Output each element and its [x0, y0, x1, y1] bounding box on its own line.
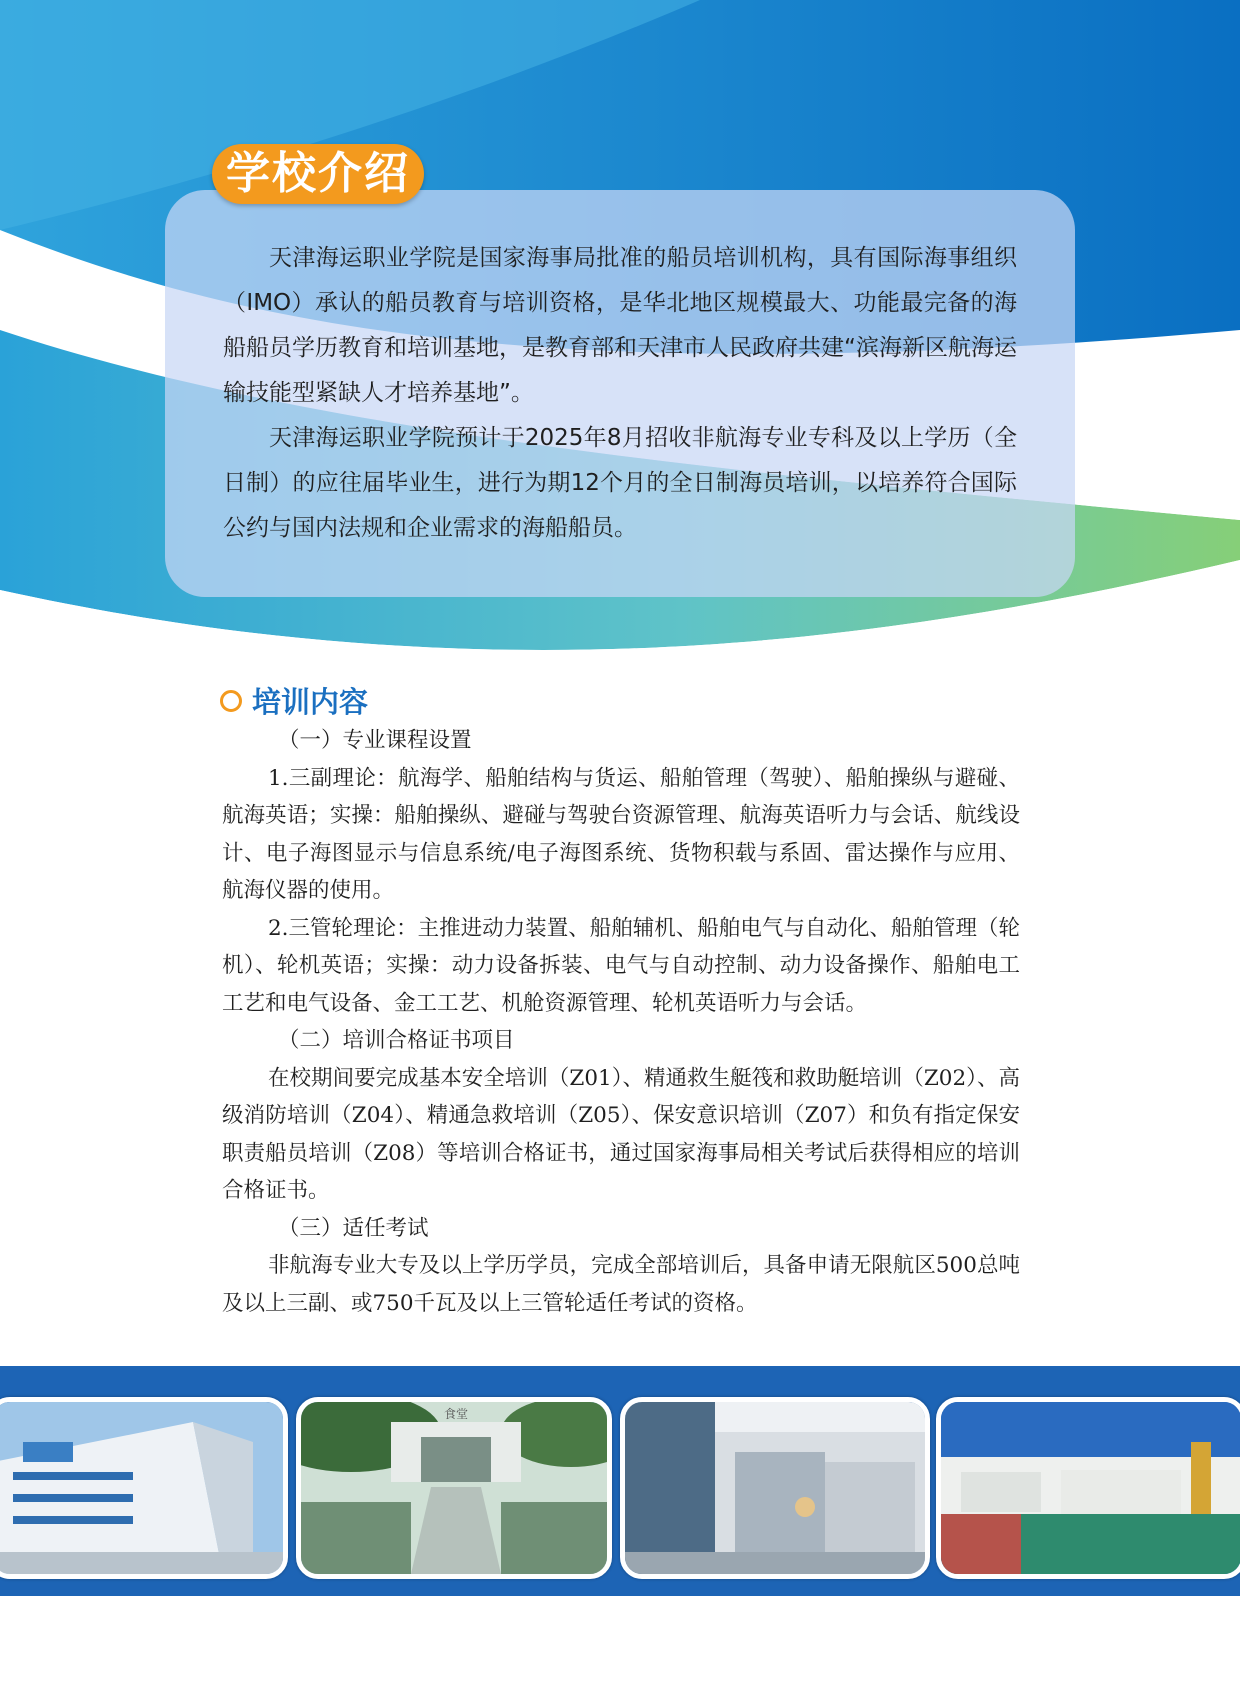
intro-section-tag: 学校介绍 — [212, 144, 424, 204]
paragraph-third-officer: 1.三副理论：航海学、船舶结构与货运、船舶管理（驾驶）、船舶操纵与避碰、航海英语；实操：船舶操纵、避碰与驾驶台资源管理、航海英语听力与会话、航线设计、电子海图显示与信息系统/电子海图系统、货物积载与系固、雷达操作与应用、航海仪器的使用。 — [222, 765, 1020, 903]
photo-sports-field — [936, 1397, 1240, 1579]
training-section-title: 培训内容 — [252, 685, 369, 719]
subheading-certificates: （二）培训合格证书项目 — [278, 1028, 515, 1053]
intro-paragraph: 天津海运职业学院预计于2025年8月招收非航海专业专科及以上学历（全日制）的应往届毕业生，进行为期12个月的全日制海员培训，以培养符合国际公约与国内法规和企业需求的海船船员。 — [223, 425, 1017, 541]
intro-text-box — [165, 190, 1075, 597]
photo-engine-room — [620, 1397, 930, 1579]
subheading-courses: （一）专业课程设置 — [278, 728, 472, 753]
intro-paragraph: 天津海运职业学院是国家海事局批准的船员培训机构，具有国际海事组织（IMO）承认的船员教育与培训资格，是华北地区规模最大、功能最完备的海船船员学历教育和培训基地，是教育部和天津市人民政府共建“滨海新区航海运输技能型紧缺人才培养基地”。 — [223, 245, 1017, 406]
subheading-exam: （三）适任考试 — [278, 1215, 429, 1241]
training-content — [222, 722, 1020, 1322]
photo-campus-gate — [296, 1397, 612, 1579]
gate-sign-text: 食堂 — [443, 1407, 469, 1421]
paragraph-third-engineer: 2.三管轮理论：主推进动力装置、船舶辅机、船舶电气与自动化、船舶管理（轮机）、轮机英语；实操：动力设备拆装、电气与自动控制、动力设备操作、船舶电工工艺和电气设备、金工工艺、机舱资源管理、轮机英语听力与会话。 — [222, 915, 1020, 1016]
training-section-header — [220, 680, 368, 721]
paragraph-exam: 非航海专业大专及以上学历学员，完成全部培训后，具备申请无限航区500总吨及以上三副、或750千瓦及以上三管轮适任考试的资格。 — [222, 1253, 1020, 1316]
photo-building — [0, 1397, 288, 1579]
ring-bullet-icon — [220, 690, 242, 712]
paragraph-certificates: 在校期间要完成基本安全培训（Z01）、精通救生艇筏和救助艇培训（Z02）、高级消防培训（Z04）、精通急救培训（Z05）、保安意识培训（Z07）和负有指定保安职责船员培训（Z08）等培训合格证书，通过国家海事局相关考试后获得相应的培训合格证书。 — [222, 1065, 1020, 1203]
